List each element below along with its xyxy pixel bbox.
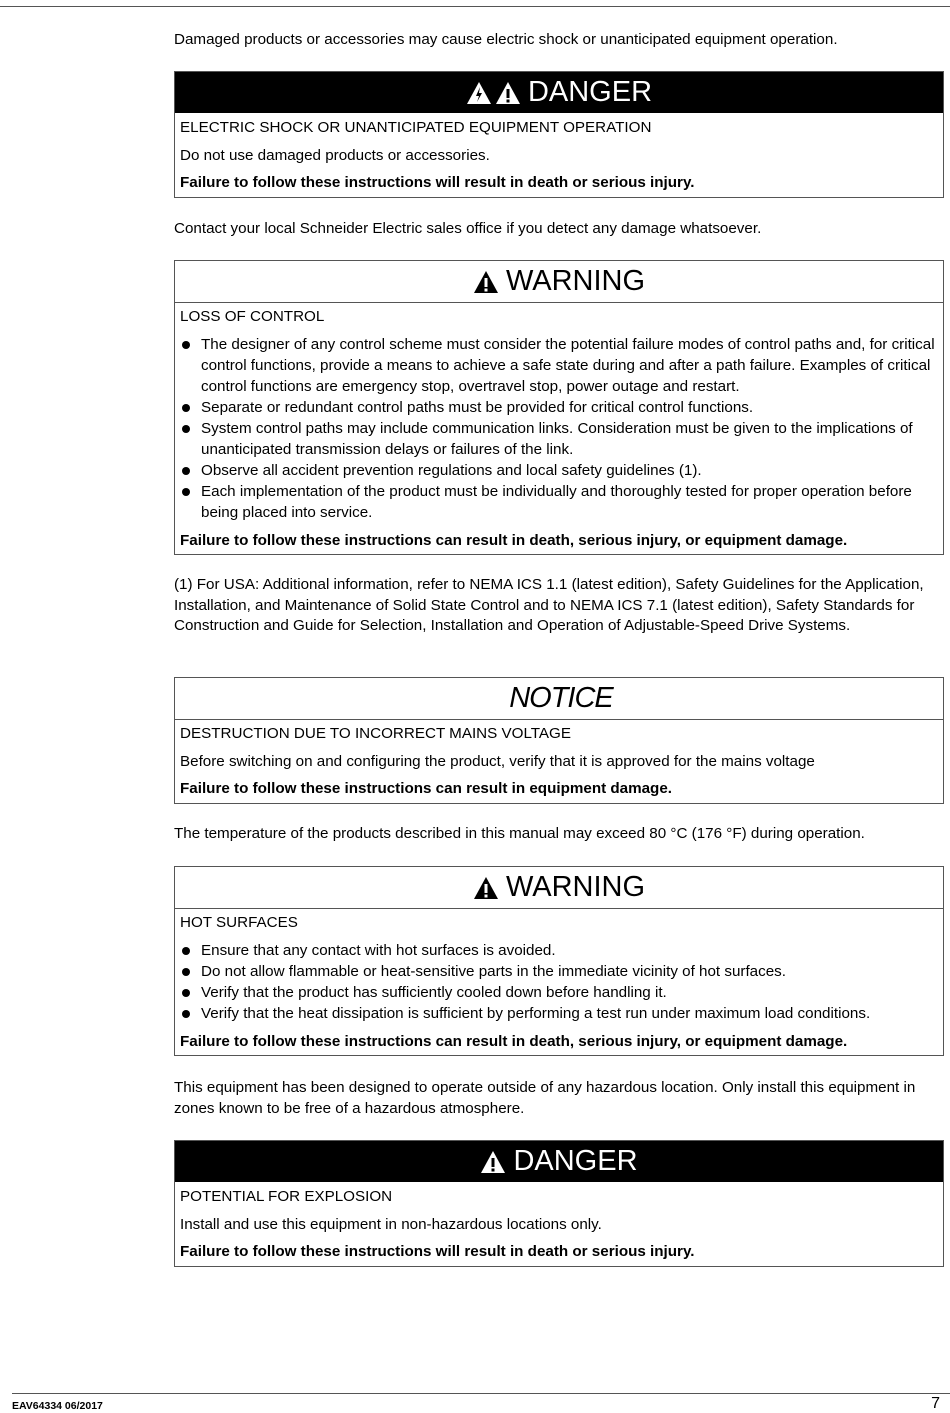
page-number: 7	[931, 1395, 940, 1412]
hazard-heading: HOT SURFACES	[180, 914, 298, 931]
warning-label: WARNING	[505, 265, 646, 297]
danger-box-explosion	[174, 1140, 944, 1267]
warning-header	[175, 867, 943, 909]
document-reference: EAV64334 06/2017	[12, 1400, 103, 1412]
notice-box-mains-voltage	[174, 677, 944, 804]
hazard-heading: ELECTRIC SHOCK OR UNANTICIPATED EQUIPMENT OPERATION	[180, 119, 652, 136]
danger-label: DANGER	[513, 1145, 638, 1177]
warning-label: WARNING	[505, 871, 646, 903]
electric-hazard-icon	[466, 81, 492, 105]
danger-header	[175, 72, 943, 113]
list-item: Ensure that any contact with hot surfaces is avoided.	[175, 940, 943, 961]
warning-triangle-icon	[473, 270, 499, 294]
hazardous-location-text: This equipment has been designed to operate outside of any hazardous location. Only install this equipment in zones known to be free of a hazardous atmosphere.	[174, 1079, 916, 1117]
list-item: Do not allow flammable or heat-sensitive parts in the immediate vicinity of hot surfaces.	[175, 961, 943, 982]
hazard-consequence: Failure to follow these instructions can result in death, serious injury, or equipment damage.	[180, 531, 848, 549]
list-item: Each implementation of the product must be individually and thoroughly tested for proper operation before being placed into service.	[175, 481, 943, 523]
intro-text: Damaged products or accessories may cause electric shock or unanticipated equipment operation.	[174, 31, 838, 48]
danger-label: DANGER	[527, 76, 653, 108]
notice-header	[175, 678, 943, 720]
list-item: Verify that the heat dissipation is sufficient by performing a test run under maximum load conditions.	[175, 1003, 943, 1024]
warning-box-loss-of-control	[174, 260, 944, 555]
list-item: System control paths may include communication links. Consideration must be given to the implications of unanticipated transmission delays or failures of the link.	[175, 418, 943, 460]
footnote-text: (1) For USA: Additional information, refer to NEMA ICS 1.1 (latest edition), Safety Guidelines for the Application, Installation, and Maintenance of Solid State Control and to NEMA ICS 7.1 (latest edition), Safety Standards for Construction and Guide for Selection, Installation and Operation of Adjustable-Speed Drive Systems.	[174, 576, 924, 634]
warning-header	[175, 261, 943, 303]
warning-triangle-icon	[480, 1150, 506, 1174]
hazard-heading: POTENTIAL FOR EXPLOSION	[180, 1188, 393, 1205]
notice-label: NOTICE	[509, 682, 613, 714]
danger-header	[175, 1141, 943, 1182]
footer-rule	[12, 1393, 950, 1394]
hazard-consequence: Failure to follow these instructions can result in equipment damage.	[180, 780, 672, 797]
hazard-instruction: Do not use damaged products or accessories.	[180, 146, 490, 164]
contact-text: Contact your local Schneider Electric sales office if you detect any damage whatsoever.	[174, 220, 762, 237]
warning-triangle-icon	[495, 81, 521, 105]
instruction-list	[175, 940, 943, 1024]
hazard-instruction: Before switching on and configuring the product, verify that it is approved for the mains voltage	[180, 752, 815, 770]
hazard-consequence: Failure to follow these instructions will result in death or serious injury.	[180, 1243, 695, 1260]
hazard-consequence: Failure to follow these instructions will result in death or serious injury.	[180, 174, 695, 191]
danger-box-electric-shock	[174, 71, 944, 198]
hazard-heading: LOSS OF CONTROL	[180, 308, 325, 325]
hazard-instruction: Install and use this equipment in non-hazardous locations only.	[180, 1215, 602, 1233]
hazard-consequence: Failure to follow these instructions can result in death, serious injury, or equipment damage.	[180, 1032, 848, 1050]
list-item: Observe all accident prevention regulations and local safety guidelines (1).	[175, 460, 943, 481]
temperature-text: The temperature of the products described in this manual may exceed 80 °C (176 °F) during operation.	[174, 825, 865, 842]
list-item: Verify that the product has sufficiently cooled down before handling it.	[175, 982, 943, 1003]
hazard-heading: DESTRUCTION DUE TO INCORRECT MAINS VOLTAGE	[180, 725, 571, 742]
list-item: Separate or redundant control paths must be provided for critical control functions.	[175, 397, 943, 418]
warning-box-hot-surfaces	[174, 866, 944, 1056]
instruction-list	[175, 334, 943, 523]
list-item: The designer of any control scheme must consider the potential failure modes of control paths and, for critical control functions, provide a means to achieve a safe state during and after a path failure. Examples of critical control functions are emergency stop, overtravel stop, power outage and restart.	[175, 334, 943, 397]
header-rule	[0, 6, 950, 7]
warning-triangle-icon	[473, 876, 499, 900]
